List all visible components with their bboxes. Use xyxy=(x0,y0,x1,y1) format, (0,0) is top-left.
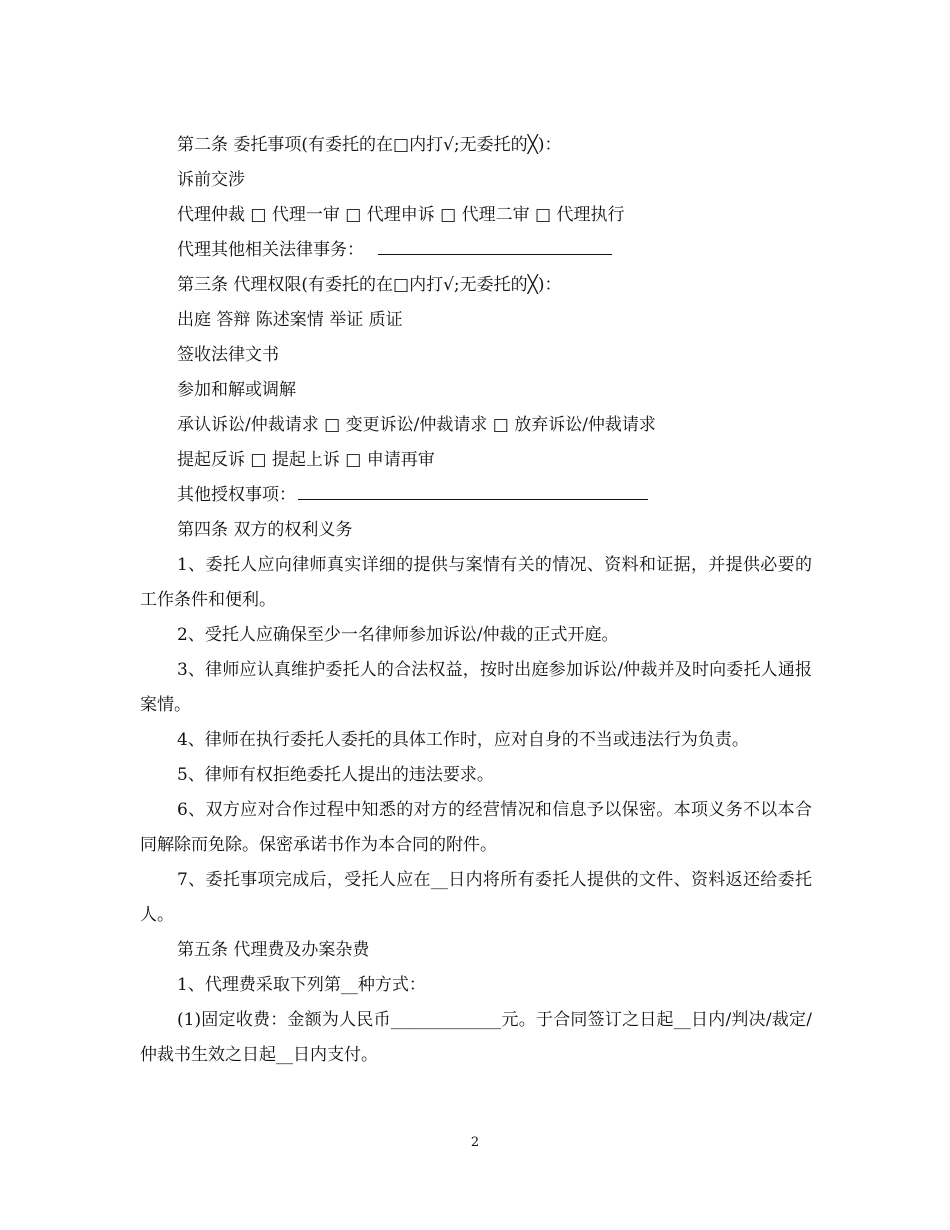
article-3-item-appeal: 提起反诉 □ 提起上诉 □ 申请再审 xyxy=(177,450,435,470)
other-matters-blank xyxy=(378,237,612,255)
article-5-clause-2 xyxy=(140,1003,812,1073)
article-3-item-court: 出庭 答辩 陈述案情 举证 质证 xyxy=(177,310,403,330)
article-4-clause-7-text: 7、委托事项完成后，受托人应在__日内将所有委托人提供的文件、资料返还给委托人。 xyxy=(140,870,812,925)
other-matters-label: 代理其他相关法律事务： xyxy=(177,240,364,260)
article-3-item-documents: 签收法律文书 xyxy=(177,345,279,365)
article-3-item-settlement: 参加和解或调解 xyxy=(177,380,296,400)
article-4-clause-3-text: 3、律师应认真维护委托人的合法权益，按时出庭参加诉讼/仲裁并及时向委托人通报案情。 xyxy=(140,660,812,715)
document-body xyxy=(140,128,812,1073)
article-4-clause-4 xyxy=(140,723,812,758)
article-2-item-agency-options: 代理仲裁 □ 代理一审 □ 代理申诉 □ 代理二审 □ 代理执行 xyxy=(177,205,625,225)
article-4-clause-5 xyxy=(140,758,812,793)
article-4-clause-1 xyxy=(140,548,812,618)
article-4-clause-2-text: 2、受托人应确保至少一名律师参加诉讼/仲裁的正式开庭。 xyxy=(177,625,619,645)
article-5-clause-1-text: 1、代理费采取下列第__种方式： xyxy=(177,975,426,995)
article-4-clause-6 xyxy=(140,793,812,863)
article-3-item-other-authority xyxy=(140,478,812,513)
article-4-clause-2 xyxy=(140,618,812,653)
article-4-clause-6-text: 6、双方应对合作过程中知悉的对方的经营情况和信息予以保密。本项义务不以本合同解除而免除。保密承诺书作为本合同的附件。 xyxy=(140,800,812,855)
article-4-clause-1-text: 1、委托人应向律师真实详细的提供与案情有关的情况、资料和证据，并提供必要的工作条件和便利。 xyxy=(140,555,812,610)
article-4-clause-5-text: 5、律师有权拒绝委托人提出的违法要求。 xyxy=(177,765,494,785)
article-4-clause-3 xyxy=(140,653,812,723)
article-5-title: 第五条 代理费及办案杂费 xyxy=(177,940,370,960)
other-authority-label: 其他授权事项： xyxy=(177,485,296,505)
article-2-item-other-matters xyxy=(140,233,812,268)
article-2-item-pre-litigation: 诉前交涉 xyxy=(177,170,245,190)
page-number: 2 xyxy=(470,1135,480,1150)
article-4-title: 第四条 双方的权利义务 xyxy=(177,520,353,540)
article-5-clause-1 xyxy=(140,968,812,1003)
other-authority-blank xyxy=(298,482,648,500)
article-3-title: 第三条 代理权限(有委托的在□内打√;无委托的╳)： xyxy=(177,275,562,295)
article-4-clause-7 xyxy=(140,863,812,933)
article-2-title: 第二条 委托事项(有委托的在□内打√;无委托的╳)： xyxy=(177,135,562,155)
article-3-item-claims: 承认诉讼/仲裁请求 □ 变更诉讼/仲裁请求 □ 放弃诉讼/仲裁请求 xyxy=(177,415,656,435)
article-4-clause-4-text: 4、律师在执行委托人委托的具体工作时，应对自身的不当或违法行为负责。 xyxy=(177,730,749,750)
article-5-clause-2-text: (1)固定收费：金额为人民币_____________元。于合同签订之日起__日内/判决/裁定/仲裁书生效之日起__日内支付。 xyxy=(140,1010,812,1065)
